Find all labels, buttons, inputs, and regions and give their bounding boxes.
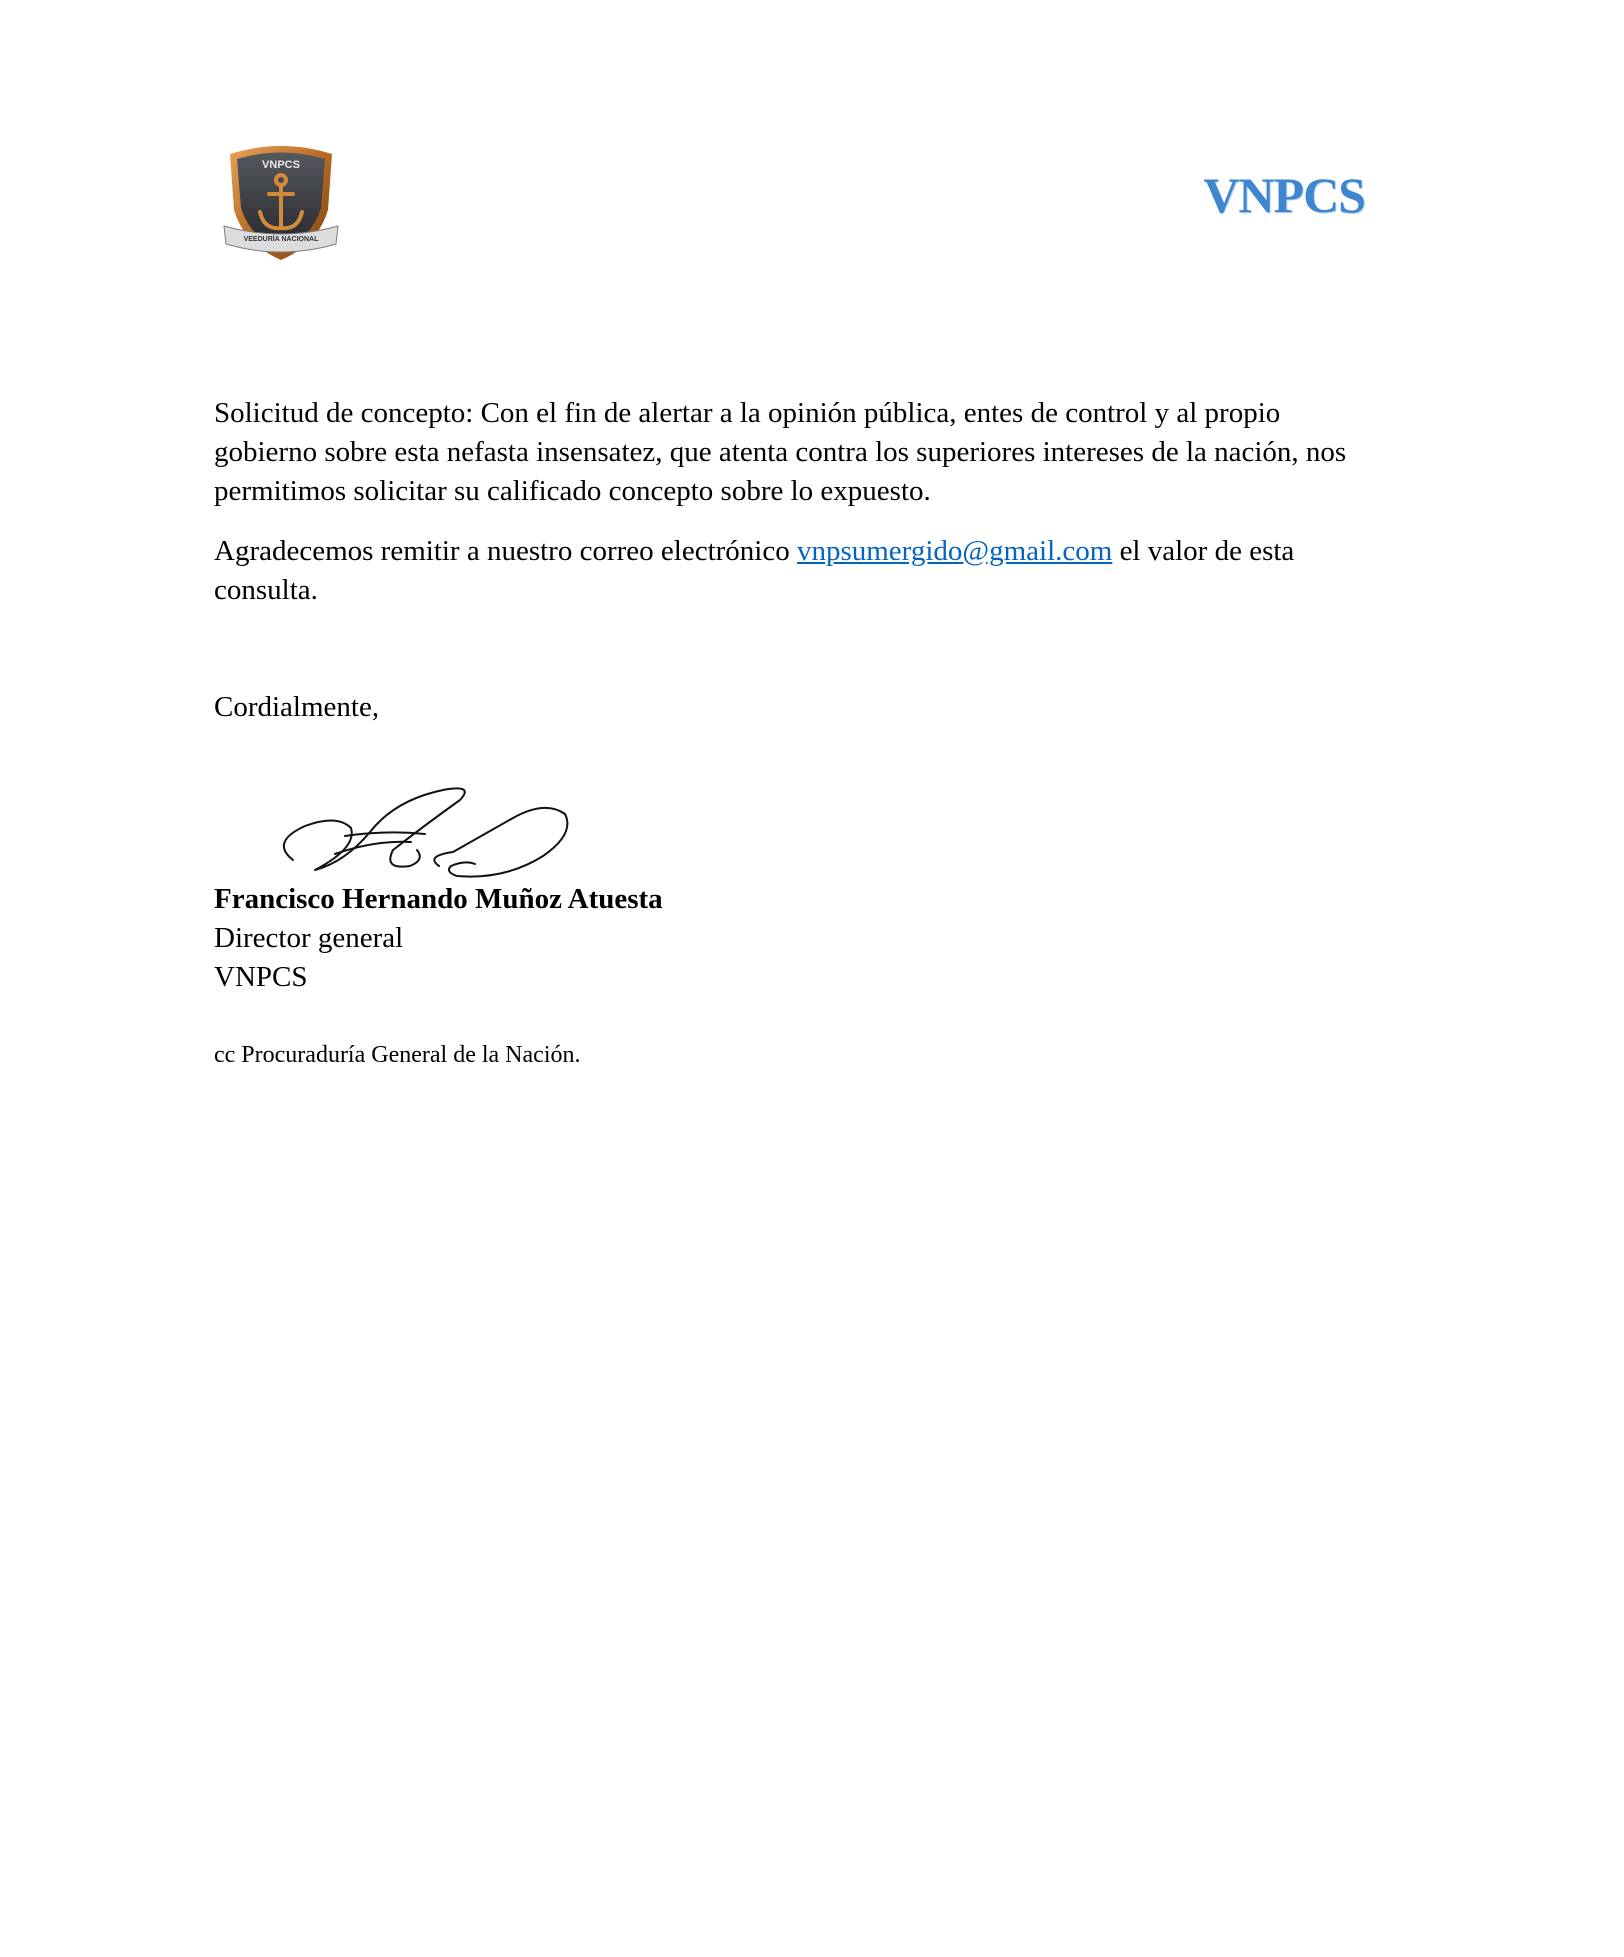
- logo-text: VNPCS: [262, 159, 300, 171]
- logo-ribbon-text: VEEDURÍA NACIONAL: [243, 236, 319, 243]
- paragraph-email-text-before: Agradecemos remitir a nuestro correo electrónico: [214, 535, 797, 567]
- handwritten-signature: [275, 770, 585, 882]
- signatory-title: Director general: [214, 922, 404, 954]
- email-link[interactable]: vnpsumergido@gmail.com: [796, 535, 1113, 567]
- carbon-copy-line: cc Procuraduría General de la Nación.: [214, 1042, 581, 1068]
- vnpcs-shield-logo: [222, 140, 340, 264]
- brand-wordmark: VNPCS: [1203, 167, 1365, 223]
- signatory-organization: VNPCS: [214, 961, 308, 993]
- paragraph-email-text-after: el valor de esta consulta.: [214, 535, 1295, 606]
- signatory-block: [214, 880, 663, 997]
- signatory-name: Francisco Hernando Muñoz Atuesta: [214, 883, 663, 915]
- paragraph-email-request: [214, 532, 1374, 610]
- closing-salutation: Cordialmente,: [214, 691, 380, 723]
- paragraph-request: Solicitud de concepto: Con el fin de alertar a la opinión pública, entes de control y al propio gobierno sobre esta nefasta insensatez, que atenta contra los superiores intereses de la nación, nos permitimos solicitar su calificado concepto sobre lo expuesto.: [214, 397, 1347, 507]
